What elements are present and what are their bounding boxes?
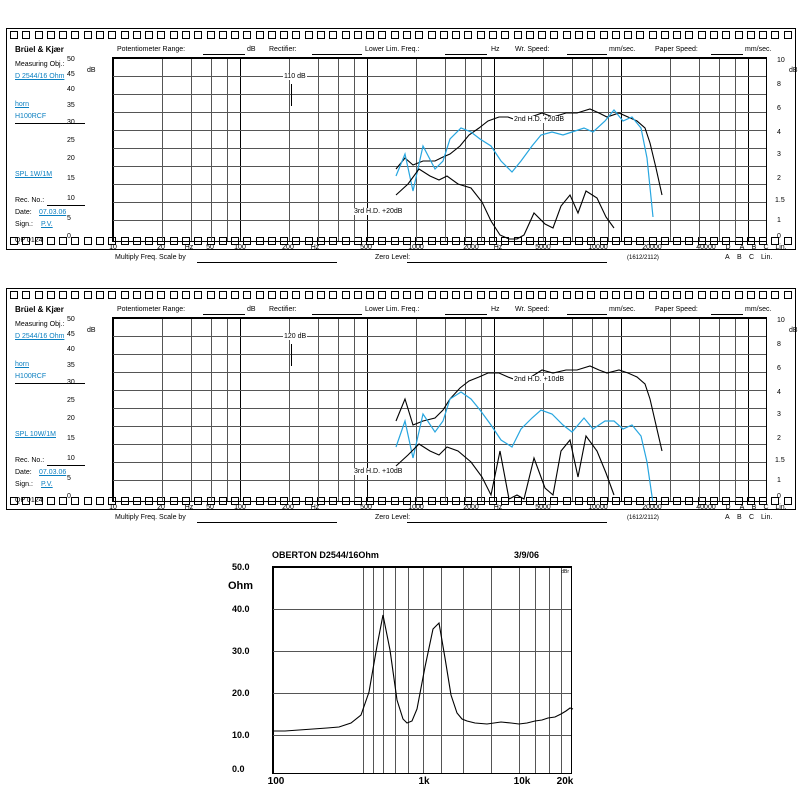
date-label: Date: [15,209,32,216]
x-tick: Hz [493,504,503,511]
x-tick: 100 [234,504,246,511]
pot-range-note: 120 dB [284,333,307,340]
x-tick-weight: B [751,244,757,251]
measuring-obj-value: D 2544/16 Ohm [15,73,65,80]
y-right-tick: 3 [777,411,781,418]
pot-range-note: 110 dB [284,73,306,80]
horn-label: horn [15,361,30,368]
footer-weight-b: B [737,254,742,261]
x-tick-weight: B [751,504,757,511]
date-value: 07.03.06 [39,209,67,216]
header-rule-3 [445,54,487,55]
x-tick: 20000 [642,244,662,251]
y-right-tick: 1 [777,217,781,224]
x-tick: 5000 [535,504,551,511]
x-tick: 500 [360,244,372,251]
x-tick: 20 [157,504,165,511]
y-left-tick: 30 [67,379,75,386]
sign-label: Sign.: [15,221,33,228]
x-tick-weight: C [763,504,769,511]
y-right-tick: 8 [777,81,781,88]
x-tick-weight: A [739,504,745,511]
x-tick: 2000 [463,504,479,511]
footer-multiply-label: Multiply Freq. Scale by [115,254,186,261]
brand-label: Brüel & Kjær [15,305,64,314]
impedance-ylabel: Ohm [228,580,254,592]
sign-label: Sign.: [15,481,33,488]
header-unit-mmsec-2: mm/sec. [745,306,772,313]
x-tick: Hz [184,244,194,251]
rec-no-rule [47,465,85,466]
pot-range-pointer [291,84,292,106]
y-left-tick: 20 [67,155,75,162]
y-left-tick: 35 [67,102,75,109]
impedance-y-tick: 20.0 [232,688,250,698]
x-tick: 10000 [588,244,608,251]
spl-label: SPL 10W/1M [15,431,56,438]
y-left-tick: 0 [67,493,71,500]
x-tick: 40000 [696,244,716,251]
y-left-tick: 30 [67,119,75,126]
y-left-tick: 5 [67,215,71,222]
header-rule-4 [567,314,607,315]
plot-area-10w [112,317,767,502]
annotation-3rd-hd: 3rd H.D. +20dB [354,208,403,215]
x-tick-weight: Lin. [775,504,787,511]
y-right-unit: dB [789,327,798,334]
sign-value: P.V. [41,221,53,228]
impedance-y-tick: 30.0 [232,646,250,656]
impedance-corner-note: dBr [561,569,569,575]
header-rule-5 [711,314,743,315]
x-tick: 10 [109,244,117,251]
header-field-lower-lim: Lower Lim. Freq.: [365,46,420,53]
footer-weight-lin: Lin. [761,514,773,521]
x-tick: 200 [282,504,294,511]
y-right-tick: 8 [777,341,781,348]
header-rule-5 [711,54,743,55]
traces-1w [113,58,767,242]
impedance-title: OBERTON D2544/16Ohm [272,550,379,560]
annotation-2nd-hd: 2nd H.D. +20dB [514,116,565,123]
footer-weight-c: C [749,514,755,521]
impedance-chart [222,548,578,792]
impedance-plot-area [272,566,572,774]
x-tick: 50 [206,504,214,511]
y-right-tick: 10 [777,317,785,324]
y-left-tick: 15 [67,175,75,182]
header-rule-2 [312,314,362,315]
spl-label: SPL 1W/1M [15,171,53,178]
y-right-tick: 10 [777,57,785,64]
header-rule-1 [203,314,245,315]
header-field-paper-speed: Paper Speed: [655,306,698,313]
y-right-tick: 1.5 [775,197,785,204]
header-field-rectifier: Rectifier: [269,306,297,313]
horn-label: horn [15,101,30,108]
header-unit-mmsec-1: mm/sec. [609,46,636,53]
measuring-obj-value: D 2544/16 Ohm [15,333,65,340]
header-field-pot-range: Potentiometer Range: [117,46,186,53]
plot-area-1w [112,57,767,242]
perforation-top [7,31,795,41]
y-right-tick: 3 [777,151,781,158]
footer-code: (1612/2112) [627,515,659,521]
date-label: Date: [15,469,32,476]
x-tick: 1000 [408,244,424,251]
footer-weight-a: A [725,514,730,521]
x-tick: Hz [493,244,503,251]
annotation-3rd-hd: 3rd H.D. +10dB [354,468,403,475]
header-field-wr-speed: Wr. Speed: [515,46,550,53]
y-left-unit: dB [87,67,96,74]
measuring-obj-label: Measuring Obj.: [15,321,65,328]
footer-rule-1 [197,522,337,523]
header-field-paper-speed: Paper Speed: [655,46,698,53]
x-tick: 1000 [408,504,424,511]
impedance-y-tick: 10.0 [232,730,250,740]
header-unit-hz: Hz [491,46,500,53]
x-tick: 5000 [535,244,551,251]
header-unit-hz: Hz [491,306,500,313]
qp-code: QP 0124 [15,497,43,504]
x-tick-weight: Lin. [775,244,787,251]
y-right-tick: 6 [777,365,781,372]
y-left-tick: 10 [67,195,75,202]
impedance-x-tick: 1k [418,776,430,787]
impedance-y-tick: 0.0 [232,764,245,774]
y-right-tick: 4 [777,389,781,396]
y-left-tick: 50 [67,316,75,323]
x-tick: 40000 [696,504,716,511]
header-rule-2 [312,54,362,55]
x-tick: 50 [206,244,214,251]
footer-weight-b: B [737,514,742,521]
x-tick: 200 [282,244,294,251]
header-unit-mmsec-2: mm/sec. [745,46,772,53]
date-value: 07.03.06 [39,469,67,476]
y-left-tick: 45 [67,71,75,78]
traces-10w [113,318,767,502]
y-left-tick: 40 [67,346,75,353]
footer-weight-c: C [749,254,755,261]
y-left-tick: 0 [67,233,71,240]
rec-no-label: Rec. No.: [15,457,45,464]
footer-rule-2 [407,262,607,263]
y-right-tick: 2 [777,435,781,442]
y-right-unit: dB [789,67,798,74]
chart-sheet-10w [6,288,798,521]
rec-no-rule [47,205,85,206]
y-left-tick: 20 [67,415,75,422]
annotation-2nd-hd: 2nd H.D. +10dB [514,376,565,383]
header-field-wr-speed: Wr. Speed: [515,306,550,313]
footer-weight-a: A [725,254,730,261]
x-tick: D [725,244,731,251]
y-right-tick: 0 [777,493,781,500]
y-left-tick: 25 [67,397,75,404]
x-tick: 100 [234,244,246,251]
header-unit-db: dB [247,46,256,53]
header-unit-mmsec-1: mm/sec. [609,306,636,313]
y-left-unit: dB [87,327,96,334]
footer-weight-lin: Lin. [761,254,773,261]
impedance-x-tick: 20k [556,776,574,787]
x-tick: 10000 [588,504,608,511]
y-left-tick: 40 [67,86,75,93]
y-right-tick: 0 [777,233,781,240]
footer-rule-2 [407,522,607,523]
impedance-x-tick: 10k [513,776,531,787]
y-left-tick: 15 [67,435,75,442]
header-field-pot-range: Potentiometer Range: [117,306,186,313]
x-tick: 20 [157,244,165,251]
header-field-lower-lim: Lower Lim. Freq.: [365,306,420,313]
x-tick: 20000 [642,504,662,511]
x-tick: Hz [310,504,320,511]
y-right-tick: 1 [777,477,781,484]
x-tick: 2000 [463,244,479,251]
impedance-y-tick: 40.0 [232,604,250,614]
impedance-x-tick: 100 [267,776,285,787]
y-right-tick: 1.5 [775,457,785,464]
header-field-rectifier: Rectifier: [269,46,297,53]
header-rule-1 [203,54,245,55]
y-left-tick: 10 [67,455,75,462]
footer-code: (1612/2112) [627,255,659,261]
x-tick: D [725,504,731,511]
header-rule-4 [567,54,607,55]
qp-code: QP 0124 [15,237,43,244]
header-unit-db: dB [247,306,256,313]
x-tick: Hz [310,244,320,251]
y-left-tick: 50 [67,56,75,63]
y-right-tick: 6 [777,105,781,112]
brand-label: Brüel & Kjær [15,45,64,54]
pot-range-pointer [291,344,292,366]
perforation-top [7,291,795,301]
sign-value: P.V. [41,481,53,488]
measuring-obj-label: Measuring Obj.: [15,61,65,68]
y-left-tick: 5 [67,475,71,482]
x-tick-weight: A [739,244,745,251]
footer-zero-level-label: Zero Level: [375,254,411,261]
footer-rule-1 [197,262,337,263]
impedance-date: 3/9/06 [514,550,540,560]
horn-model: H100RCF [15,113,47,120]
x-tick: 500 [360,504,372,511]
y-right-tick: 2 [777,175,781,182]
y-left-tick: 35 [67,362,75,369]
y-left-tick: 45 [67,331,75,338]
y-right-tick: 4 [777,129,781,136]
impedance-y-tick: 50.0 [232,562,250,572]
x-tick-weight: C [763,244,769,251]
footer-multiply-label: Multiply Freq. Scale by [115,514,186,521]
x-tick: 10 [109,504,117,511]
y-left-tick: 25 [67,137,75,144]
rec-no-label: Rec. No.: [15,197,45,204]
impedance-trace [273,567,573,775]
footer-zero-level-label: Zero Level: [375,514,411,521]
chart-sheet-1w [6,28,798,261]
x-tick: Hz [184,504,194,511]
horn-model: H100RCF [15,373,47,380]
header-rule-3 [445,314,487,315]
